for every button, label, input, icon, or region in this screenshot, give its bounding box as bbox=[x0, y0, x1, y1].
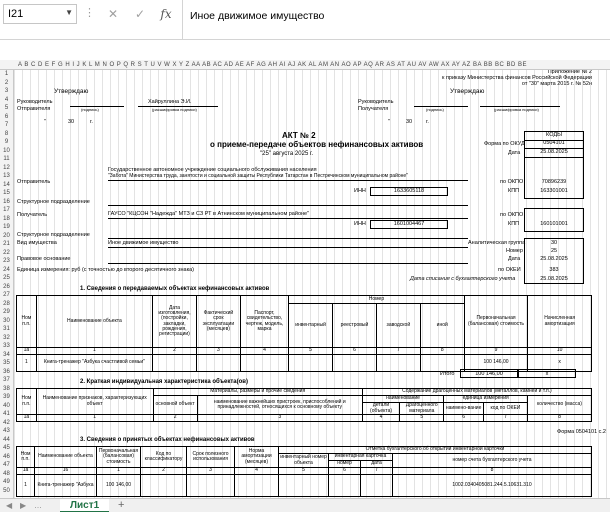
row-header[interactable]: 12 bbox=[3, 164, 10, 171]
row-header[interactable]: 13 bbox=[3, 173, 10, 179]
row-header[interactable]: 11 bbox=[3, 156, 10, 162]
s1-num-cell[interactable]: 3 bbox=[196, 348, 240, 355]
s3-num-cell[interactable]: 3 bbox=[187, 468, 235, 475]
section2-title: 2. Краткая индивидуальная характеристика объекта(ов) bbox=[80, 379, 248, 385]
s1-h-name: Наименование объекта bbox=[36, 296, 152, 348]
s1-data-cell[interactable] bbox=[153, 355, 197, 372]
s1-num-cell[interactable]: 1а bbox=[17, 348, 37, 355]
s1-num-cell[interactable]: 1 bbox=[36, 348, 152, 355]
row-header[interactable]: 7 bbox=[4, 122, 9, 128]
s1-num-cell[interactable]: 7 bbox=[376, 348, 420, 355]
appendix-title: Приложение № 2 bbox=[547, 70, 592, 75]
s2-h-unit: единица измерения bbox=[444, 396, 528, 403]
s1-data-cell[interactable]: 100 146,00 bbox=[464, 355, 528, 372]
s1-h-number-group: Номер bbox=[289, 296, 465, 304]
kpp-sender[interactable]: 163301001 bbox=[540, 188, 568, 194]
row-header[interactable]: 1 bbox=[4, 71, 9, 77]
inn-receiver-label: ИНН bbox=[354, 221, 366, 227]
s1-num-cell[interactable]: 9 bbox=[464, 348, 528, 355]
chevron-down-icon[interactable]: ▼ bbox=[65, 8, 73, 17]
basis-date[interactable]: 25.08.2025 bbox=[540, 256, 568, 262]
recipient-label: Получателя bbox=[358, 106, 389, 112]
s3-num-cell[interactable]: 1а bbox=[17, 468, 35, 475]
s2-num-cell[interactable]: 5 bbox=[400, 415, 444, 422]
s1-h-num: Ном п.п. bbox=[17, 296, 37, 348]
section3-table bbox=[16, 446, 592, 497]
okei-label: по ОКЕИ bbox=[498, 267, 521, 273]
date-label: Дата bbox=[508, 150, 521, 156]
row-header[interactable]: 46 bbox=[3, 453, 10, 460]
s2-num-row bbox=[17, 415, 592, 422]
row-headers[interactable] bbox=[0, 70, 14, 498]
s1-h-factory: заводской bbox=[376, 304, 420, 348]
row-header[interactable]: 37 bbox=[3, 377, 10, 383]
row-header[interactable]: 5 bbox=[4, 105, 9, 111]
s2-num-cell[interactable]: 1 bbox=[36, 415, 153, 422]
sender-name-2: "Забота" Министерства труда, занятости и социальной защиты Республики Татарстан в Пестречинском муниципальном районе" bbox=[108, 173, 408, 179]
s1-num-row bbox=[17, 348, 592, 355]
asset-line bbox=[108, 247, 468, 248]
s3-h-invnum: инвентарный номер объекта bbox=[280, 454, 327, 466]
s3-h-num: Ном п.п. bbox=[17, 447, 35, 468]
act-title: о приеме-передаче объектов нефинансовых активов bbox=[210, 140, 424, 149]
s3-data-cell[interactable] bbox=[235, 475, 279, 497]
row-header[interactable]: 8 bbox=[4, 130, 9, 137]
section2-table bbox=[16, 388, 592, 422]
s3-data-cell[interactable]: 1 bbox=[17, 475, 35, 497]
more-sheets-icon[interactable]: … bbox=[34, 501, 42, 510]
form-ref: Форма 0504101 с.2 bbox=[557, 429, 606, 435]
row-header[interactable]: 25 bbox=[3, 275, 10, 281]
sign-hint: (подпись) bbox=[81, 107, 99, 112]
s3-h-cost: Первоначальная (балансовая) стоимость bbox=[97, 447, 141, 468]
s3-h-name: Наименование объекта bbox=[35, 447, 97, 468]
date-year: г. bbox=[90, 119, 93, 125]
s1-data-cell[interactable] bbox=[289, 355, 333, 372]
s2-num-cell[interactable]: 6 bbox=[444, 415, 484, 422]
row-header[interactable]: 49 bbox=[3, 479, 10, 485]
s1-num-cell[interactable]: 2 bbox=[153, 348, 197, 355]
s3-data-cell[interactable] bbox=[141, 475, 187, 497]
s2-num-cell[interactable]: 1а bbox=[17, 415, 37, 422]
s1-total-value: 100 146,00 bbox=[460, 369, 518, 378]
s3-data-cell[interactable]: Книга-тренажер "Азбука bbox=[35, 475, 97, 497]
s1-h-term: Фактический срок эксплуатации (месяцев) bbox=[196, 296, 240, 348]
sheet-content[interactable] bbox=[14, 70, 610, 498]
s2-h-naming: наименование bbox=[362, 396, 443, 403]
s2-num-cell[interactable]: 8 bbox=[528, 415, 592, 422]
s2-h-okei: код по ОКЕИ bbox=[483, 403, 527, 415]
sender-line bbox=[108, 180, 468, 181]
table-row[interactable] bbox=[17, 475, 592, 497]
s3-h-norm: Норма амортизации (месяцев) bbox=[235, 447, 279, 468]
row-header[interactable]: 50 bbox=[3, 487, 10, 494]
row-header[interactable]: 3 bbox=[4, 88, 9, 94]
s2-h-extensions: наименование важнейших пристроек, приспособлений и принадлежностей, относящихся к основному объекту bbox=[197, 396, 362, 415]
prev-sheet-icon[interactable]: ◀ bbox=[6, 501, 13, 510]
sender-label: Отправитель bbox=[17, 179, 51, 185]
row-header[interactable]: 26 bbox=[3, 283, 10, 290]
basis-line bbox=[108, 263, 468, 264]
row-header[interactable]: 36 bbox=[3, 368, 10, 375]
s3-h-useful: Срок полезного использования bbox=[187, 447, 235, 468]
next-sheet-icon[interactable]: ▶ bbox=[20, 501, 27, 510]
s3-num-cell[interactable]: 1 bbox=[97, 468, 141, 475]
approve-left: Утверждаю bbox=[54, 88, 89, 95]
row-header[interactable]: 45 bbox=[3, 445, 10, 451]
s1-num-cell[interactable]: 6 bbox=[333, 348, 377, 355]
s2-h-name: Наименование признаков, характеризующих объект bbox=[36, 389, 153, 415]
manager-label-left: Руководитель bbox=[17, 99, 53, 105]
okei-value[interactable]: 383 bbox=[549, 267, 559, 273]
codes-header: КОДЫ bbox=[525, 132, 584, 141]
s3-data-cell[interactable] bbox=[329, 475, 361, 497]
inn-receiver[interactable]: 1601004467 bbox=[370, 220, 448, 229]
section1-table bbox=[16, 295, 592, 372]
s3-num-cell[interactable]: 4 bbox=[235, 468, 279, 475]
date-quote: " bbox=[44, 119, 46, 125]
s3-num-cell[interactable]: 2 bbox=[141, 468, 187, 475]
row-header[interactable]: 27 bbox=[3, 292, 10, 298]
row-header[interactable]: 10 bbox=[3, 147, 10, 154]
s1-num-cell[interactable]: 10 bbox=[528, 348, 592, 355]
s2-h-material: Драгоценного материала bbox=[400, 403, 444, 415]
row-header[interactable]: 28 bbox=[3, 300, 10, 307]
row-header[interactable]: 42 bbox=[3, 419, 10, 426]
date-year-right: г. bbox=[426, 119, 429, 125]
s1-num-cell[interactable]: 4 bbox=[240, 348, 288, 355]
row-header[interactable]: 20 bbox=[3, 232, 10, 239]
s3-num-cell[interactable]: 16 bbox=[35, 468, 97, 475]
s2-num-cell[interactable]: 3 bbox=[197, 415, 362, 422]
receiver-line bbox=[108, 218, 468, 219]
s1-data-cell[interactable] bbox=[420, 355, 464, 372]
analytic-value[interactable]: 30 bbox=[550, 240, 558, 246]
decode-hint-right: (расшифровка подписи) bbox=[494, 107, 539, 112]
s1-total-x: х bbox=[518, 369, 576, 378]
cancel-icon[interactable]: ✕ bbox=[107, 7, 119, 21]
s2-h-precious: Содержание драгоценных материалов (металлов, камней и т.п.) bbox=[362, 389, 591, 396]
row-header[interactable]: 22 bbox=[3, 249, 10, 256]
s3-h-mark: Отметка бухгалтерского об открытии инвентарной карточки bbox=[279, 447, 592, 454]
date-day: 30 bbox=[68, 119, 75, 125]
s1-h-registry: реестровый bbox=[333, 304, 377, 348]
s3-num-cell[interactable]: 7 bbox=[361, 468, 393, 475]
s3-data-cell[interactable] bbox=[361, 475, 393, 497]
s2-h-main: основной объект bbox=[153, 396, 197, 415]
accepted-date[interactable]: 25.08.2025 bbox=[540, 276, 568, 282]
s1-data-cell[interactable] bbox=[196, 355, 240, 372]
row-header[interactable]: 4 bbox=[4, 96, 9, 103]
okpo-sender[interactable]: 70896239 bbox=[541, 179, 567, 185]
s3-h-card-date: дата bbox=[361, 461, 393, 468]
section1-title: 1. Сведения о передаваемых объектах нефинансовых активов bbox=[80, 286, 270, 292]
row-header[interactable]: 17 bbox=[3, 207, 10, 213]
okpo-receiver-label: по ОКПО bbox=[500, 212, 524, 218]
inn-label: ИНН bbox=[354, 188, 366, 194]
s2-h-unit-name: наимено-вание bbox=[444, 403, 484, 415]
sheet-tab-bar bbox=[0, 498, 610, 512]
s1-data-cell[interactable]: 1 bbox=[17, 355, 37, 372]
s2-num-cell[interactable]: 2 bbox=[153, 415, 197, 422]
row-header[interactable]: 18 bbox=[3, 215, 10, 222]
s3-num-cell[interactable]: 5 bbox=[279, 468, 329, 475]
number-value[interactable]: 25 bbox=[550, 248, 558, 254]
okud-code[interactable]: 0504101 bbox=[525, 140, 584, 149]
sender-label: Отправителя bbox=[17, 106, 51, 112]
s3-num-cell[interactable]: 8 bbox=[393, 468, 592, 475]
s3-data-cell[interactable]: 1002.0340405081.244.5.10631.310 bbox=[393, 475, 592, 497]
date-day-right: 30 bbox=[406, 119, 413, 125]
s1-h-inventory: инвентарный bbox=[289, 304, 333, 348]
asset-codes-box bbox=[524, 238, 584, 284]
row-header[interactable]: 30 bbox=[3, 317, 10, 324]
struct-line-2 bbox=[108, 238, 468, 239]
accepted-label: Дата списания с бухгалтерского учета bbox=[410, 276, 516, 282]
formula-input[interactable]: Иное движимое имущество bbox=[182, 0, 610, 40]
struct-line bbox=[108, 205, 468, 206]
s1-data-cell[interactable] bbox=[376, 355, 420, 372]
act-number: АКТ № 2 bbox=[282, 131, 316, 140]
codes-table bbox=[524, 131, 584, 158]
row-header[interactable]: 40 bbox=[3, 402, 10, 409]
row-header[interactable]: 48 bbox=[3, 470, 10, 477]
asset-type-label: Вид имущества bbox=[17, 240, 57, 246]
s2-num-cell[interactable]: 4 bbox=[362, 415, 399, 422]
date-quote-right: " bbox=[388, 119, 390, 125]
row-header[interactable]: 38 bbox=[3, 385, 10, 392]
basis-date-label: Дата bbox=[508, 256, 521, 262]
s2-h-detail: детали (объекта) bbox=[362, 403, 399, 415]
name-box-value: I21 bbox=[8, 8, 24, 20]
analytic-label: Аналитическая группа bbox=[468, 240, 526, 246]
inn-sender[interactable]: 1633605118 bbox=[370, 187, 448, 196]
struct-label-2: Структурное подразделение bbox=[17, 232, 90, 238]
approve-right: Утверждаю bbox=[450, 88, 485, 95]
row-header[interactable]: 15 bbox=[3, 190, 10, 196]
row-header[interactable]: 39 bbox=[3, 394, 10, 400]
s1-h-cost: Первоначальная (балансовая) стоимость bbox=[464, 296, 528, 348]
s1-h-date: Дата изготовления, (постройки, закладки, рождения, регистрации) bbox=[153, 296, 197, 348]
s1-data-cell[interactable] bbox=[333, 355, 377, 372]
sign-hint-right: (подпись) bbox=[426, 107, 444, 112]
column-headers[interactable]: A B C D E F G H I J K L M N O P Q R S T U V W X Y Z AA AB AC AD AE AF AG AH AI AJ AK AL AM AN AO AP AQ AR AS AT AU AV AW AX AY AZ BA BB BC BD BE bbox=[0, 60, 610, 70]
row-header[interactable]: 21 bbox=[3, 241, 10, 247]
s3-num-cell[interactable]: 6 bbox=[329, 468, 361, 475]
s2-num-cell[interactable]: 7 bbox=[483, 415, 527, 422]
sender-codes-box bbox=[524, 157, 584, 199]
enter-icon[interactable]: ✓ bbox=[134, 7, 146, 21]
sheet-tab-list1[interactable]: Лист1 bbox=[60, 499, 109, 512]
formula-bar bbox=[0, 0, 610, 40]
s1-data-cell[interactable] bbox=[240, 355, 288, 372]
okud-label: Форма по ОКУД bbox=[484, 141, 525, 147]
appendix-line: к приказу Министерства финансов Российской Федерации bbox=[442, 75, 592, 81]
kpp-label: КПП bbox=[508, 188, 520, 194]
manager-label-right: Руководитель bbox=[358, 99, 394, 105]
s2-h-num: Ном п.п. bbox=[17, 389, 37, 415]
s1-h-passport: Паспорт, свидетельство, чертеж, модель, марка bbox=[240, 296, 288, 348]
struct-label: Структурное подразделение bbox=[17, 199, 90, 205]
row-header[interactable]: 33 bbox=[3, 343, 10, 349]
s1-data-cell[interactable]: Книга-тренажер "Азбука счастливой семьи" bbox=[36, 355, 152, 372]
row-header[interactable]: 47 bbox=[3, 462, 10, 468]
s1-total-label: Итого bbox=[440, 371, 455, 377]
row-header[interactable]: 35 bbox=[3, 360, 10, 366]
section3-title: 3. Сведения о принятых объектах нефинансовых активов bbox=[80, 437, 255, 443]
decode-hint: (расшифровка подписи) bbox=[152, 107, 197, 112]
s2-h-qty: количество (масса) bbox=[528, 396, 592, 415]
row-header[interactable]: 32 bbox=[3, 334, 10, 341]
s3-h-account: номер счета бухгалтерского учета bbox=[393, 454, 592, 468]
row-header[interactable]: 23 bbox=[3, 258, 10, 264]
row-header[interactable]: 24 bbox=[3, 266, 10, 273]
appendix-date: от "30" марта 2015 г. № 52н bbox=[521, 81, 592, 87]
row-header[interactable]: 9 bbox=[4, 139, 9, 145]
act-date-code[interactable]: 25.08.2025 bbox=[525, 149, 584, 158]
s3-data-cell[interactable] bbox=[187, 475, 235, 497]
row-header[interactable]: 41 bbox=[3, 411, 10, 417]
s3-num-row bbox=[17, 468, 592, 475]
s3-h-card: инвентарная карточка bbox=[329, 454, 393, 461]
basis-label: Правовое основание bbox=[17, 256, 71, 262]
insert-function-icon[interactable]: fx bbox=[160, 7, 172, 21]
unit-label: Единица измерения: руб (с точностью до второго десятичного знака) bbox=[17, 267, 194, 273]
row-header[interactable]: 2 bbox=[4, 79, 9, 86]
s3-h-class: Код по классификатору bbox=[141, 447, 187, 468]
row-header[interactable]: 14 bbox=[3, 181, 10, 188]
worksheet-grid bbox=[0, 70, 610, 498]
row-header[interactable]: 44 bbox=[3, 436, 10, 443]
s1-data-cell[interactable]: х bbox=[528, 355, 592, 372]
name-box[interactable] bbox=[3, 4, 77, 24]
s3-h-card-num: номер bbox=[329, 461, 361, 468]
row-header[interactable]: 29 bbox=[3, 309, 10, 315]
s1-h-other: иной bbox=[420, 304, 464, 348]
s1-h-amort: Начисленная амортизация bbox=[528, 296, 592, 348]
asset-type[interactable]: Иное движимое имущество bbox=[108, 240, 179, 246]
s2-h-materials: Материалы, размеры и прочие сведения bbox=[153, 389, 362, 396]
s1-num-cell[interactable]: 5 bbox=[289, 348, 333, 355]
row-header[interactable]: 16 bbox=[3, 198, 10, 205]
add-sheet-icon[interactable]: + bbox=[118, 499, 125, 511]
row-header[interactable]: 34 bbox=[3, 351, 10, 358]
act-date: "25" августа 2025 г. bbox=[260, 151, 314, 157]
resize-handle-icon[interactable]: ⋮ bbox=[84, 7, 94, 19]
row-header[interactable]: 31 bbox=[3, 326, 10, 332]
receiver-name: ГАУСО "КЦСОН "Надежда" МТЗ и СЗ РТ в Атнинском муниципальном районе" bbox=[108, 211, 310, 217]
kpp-receiver-label: КПП bbox=[508, 221, 520, 227]
okpo-label: по ОКПО bbox=[500, 179, 524, 185]
receiver-label: Получатель bbox=[17, 212, 48, 218]
signer-name: Хайруллина Э.И. bbox=[148, 99, 192, 105]
row-header[interactable]: 19 bbox=[3, 224, 10, 230]
sender-name-1: Государственное автономное учреждение социального обслуживания населения bbox=[108, 167, 317, 173]
kpp-receiver[interactable]: 160101001 bbox=[540, 221, 568, 227]
row-header[interactable]: 43 bbox=[3, 428, 10, 434]
s1-num-cell[interactable]: 8 bbox=[420, 348, 464, 355]
s3-data-cell[interactable] bbox=[279, 475, 329, 497]
receiver-codes-box bbox=[524, 208, 584, 232]
s3-data-cell[interactable]: 100 146,00 bbox=[97, 475, 141, 497]
number-label: Номер bbox=[506, 248, 523, 254]
row-header[interactable]: 6 bbox=[4, 113, 9, 120]
